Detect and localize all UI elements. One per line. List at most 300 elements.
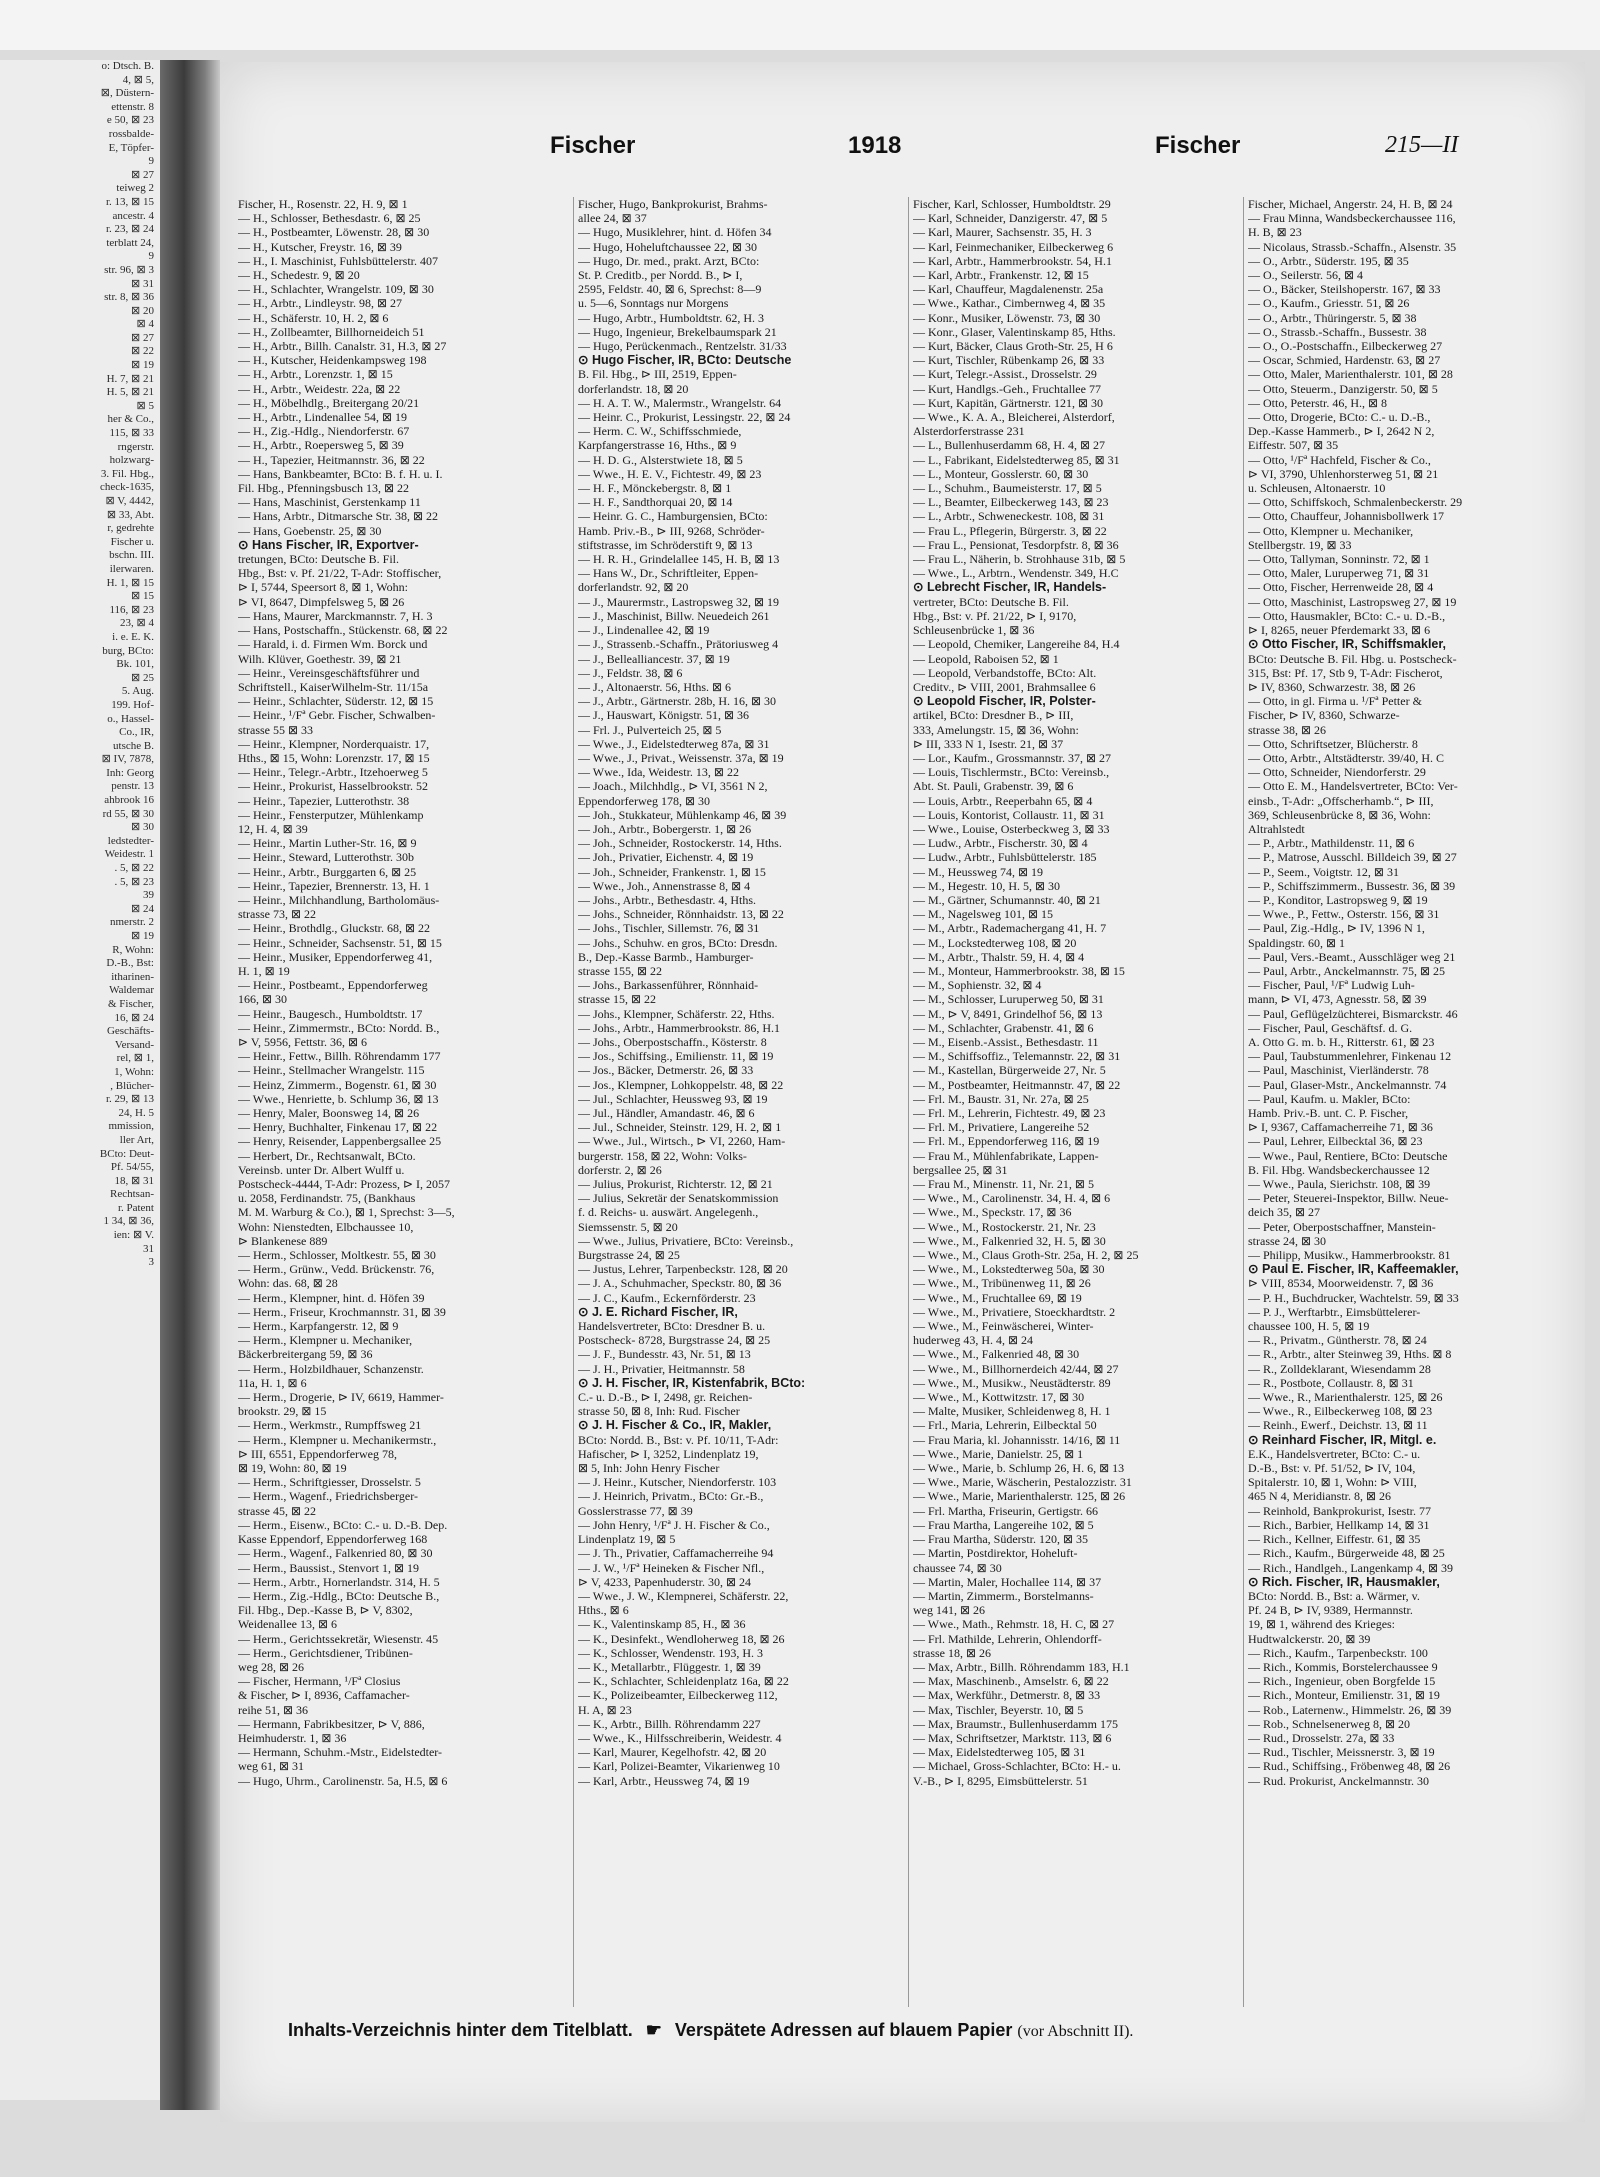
sliver-line: str. 8, ⊠ 36 <box>104 291 154 304</box>
directory-entry: — Leopold, Verbandstoffe, BCto: Alt. <box>913 665 1097 680</box>
sliver-line: ⊠ 4 <box>136 318 154 331</box>
sliver-line: Inh: Georg <box>106 766 154 779</box>
directory-entry: — H., I. Maschinist, Fuhlsbüttelerstr. 407 <box>238 253 438 268</box>
directory-entry-firm: ⊙ Lebrecht Fischer, IR, Handels- <box>913 580 1107 595</box>
directory-entry: — Reinh., Ewerf., Deichstr. 13, ⊠ 11 <box>1248 1418 1428 1433</box>
sliver-line: teiweg 2 <box>116 182 154 195</box>
directory-entry: — Karl, Maurer, Kegelhofstr. 42, ⊠ 20 <box>578 1745 767 1760</box>
directory-entry: 12, H. 4, ⊠ 39 <box>238 821 308 836</box>
directory-entry: — Ludw., Arbtr., Fuhlsbüttelerstr. 185 <box>913 850 1097 865</box>
directory-entry: — M., Arbtr., Thalstr. 59, H. 4, ⊠ 4 <box>913 949 1085 964</box>
sliver-line: ⊠ 20 <box>131 304 154 317</box>
directory-entry: — Herm., Eisenw., BCto: C.- u. D.-B. Dep. <box>238 1517 448 1532</box>
sliver-line: ⊠ V, 4442, <box>105 495 154 507</box>
directory-entry: — Wwe., Julius, Privatiere, BCto: Vereinsb., <box>578 1233 794 1248</box>
directory-entry: — Rud. Prokurist, Anckelmannstr. 30 <box>1248 1773 1429 1788</box>
directory-entry: — Heinr., Stellmacher Wrangelstr. 115 <box>238 1063 425 1078</box>
directory-entry: — K., Desinfekt., Wendloherweg 18, ⊠ 26 <box>578 1631 785 1646</box>
directory-entry: — Kurt, Kapitän, Gärtnerstr. 121, ⊠ 30 <box>913 395 1104 410</box>
pointing-hand-icon: ☛ <box>645 2020 662 2040</box>
directory-entry: — Joach., Milchhdlg., ⊳ VI, 3561 N 2, <box>578 779 768 794</box>
directory-entry: ⊳ I, 9367, Caffamacherreihe 71, ⊠ 36 <box>1248 1120 1433 1135</box>
directory-entry: Fischer, ⊳ IV, 8360, Schwarze- <box>1248 708 1400 723</box>
directory-entry: — Lor., Kaufm., Grossmannstr. 37, ⊠ 27 <box>913 750 1112 765</box>
directory-entry: 19, ⊠ 1, während des Krieges: <box>1248 1617 1396 1632</box>
directory-entry: Fil. Hbg., Dep.-Kasse B, ⊳ V, 8302, <box>238 1603 413 1618</box>
directory-entry: — Max, Maschinenb., Amselstr. 6, ⊠ 22 <box>913 1674 1109 1689</box>
directory-entry: — Wwe., M., Lokstedterweg 50a, ⊠ 30 <box>913 1262 1105 1277</box>
directory-entry: Abt. St. Pauli, Grabenstr. 39, ⊠ 6 <box>913 779 1074 794</box>
sliver-line: 39 <box>143 889 154 902</box>
sliver-line: . 5, ⊠ 23 <box>114 875 154 888</box>
directory-entry: — Heinr., Telegr.-Arbtr., Itzehoerweg 5 <box>238 765 428 780</box>
directory-entry: — Otto, Peterstr. 46, H., ⊠ 8 <box>1248 395 1388 410</box>
directory-entry: — Herm., Baussist., Stenvort 1, ⊠ 19 <box>238 1560 420 1575</box>
sliver-line: ledstedter- <box>107 834 154 847</box>
directory-entry: Postscheck- 8728, Burgstrasse 24, ⊠ 25 <box>578 1333 771 1348</box>
directory-entry: — Karl, Chauffeur, Magdalenenstr. 25a <box>913 282 1104 297</box>
directory-entry: — M., Postbeamter, Heitmannstr. 47, ⊠ 22 <box>913 1077 1121 1092</box>
directory-entry: — H., Arbtr., Weidestr. 22a, ⊠ 22 <box>238 381 401 396</box>
scan-top-strip <box>0 0 1600 50</box>
directory-entry: — Wwe., M., Feinwäscherei, Winter- <box>913 1319 1094 1334</box>
directory-entry: — P., Schiffszimmerm., Bussestr. 36, ⊠ 39 <box>1248 878 1456 893</box>
sliver-line: BCto: Deut- <box>99 1147 154 1160</box>
directory-entry: — Oscar, Schmied, Hardenstr. 63, ⊠ 27 <box>1248 353 1441 368</box>
directory-entry-firm: ⊙ Hugo Fischer, IR, BCto: Deutsche <box>578 353 792 368</box>
directory-entry: — J. Heinrich, Privatm., BCto: Gr.-B., <box>578 1489 764 1504</box>
directory-entry: Hths., ⊠ 6 <box>578 1603 629 1618</box>
sliver-line: o., Hassel- <box>107 712 154 725</box>
sliver-line: 31 <box>143 1242 154 1255</box>
directory-entry: — H., Arbtr., Lorenzstr. 1, ⊠ 15 <box>238 367 393 382</box>
sliver-line: D.-B., Bst: <box>106 957 154 970</box>
sliver-line: r. 13, ⊠ 15 <box>105 195 154 208</box>
directory-entry: — Joh., Schneider, Rostockerstr. 14, Hths. <box>578 836 782 851</box>
directory-entry: — Frl. M., Eppendorferweg 116, ⊠ 19 <box>913 1134 1100 1149</box>
directory-entry: — Leopold, Raboisen 52, ⊠ 1 <box>913 651 1059 666</box>
sliver-line: 23, ⊠ 4 <box>120 617 154 630</box>
directory-entry: — J., Strassenb.-Schaffn., Prätoriusweg 4 <box>578 637 779 652</box>
directory-entry: — J. H., Privatier, Heitmannstr. 58 <box>578 1361 745 1376</box>
header-year: 1918 <box>848 132 902 159</box>
directory-entry: Altrahlstedt <box>1248 821 1305 836</box>
directory-entry: Spaldingstr. 60, ⊠ 1 <box>1248 935 1346 950</box>
sliver-line: ahbrook 16 <box>104 794 154 807</box>
directory-entry: — Michael, Gross-Schlachter, BCto: H.- u. <box>913 1759 1121 1774</box>
sliver-line: & Fischer, <box>108 997 154 1010</box>
directory-entry: — Karl, Maurer, Sachsenstr. 35, H. 3 <box>913 225 1092 240</box>
directory-entry: — Ludw., Arbtr., Fischerstr. 30, ⊠ 4 <box>913 836 1088 851</box>
sliver-line: , Blücher- <box>110 1079 154 1092</box>
directory-entry: — M., Gärtner, Schumannstr. 40, ⊠ 21 <box>913 892 1101 907</box>
directory-entry: — M., Nagelsweg 101, ⊠ 15 <box>913 907 1054 922</box>
sliver-line: i. e. E. K. <box>112 630 154 643</box>
sliver-line: ⊠ 24 <box>131 902 154 915</box>
directory-entry: — Max, Eidelstedterweg 105, ⊠ 31 <box>913 1745 1086 1760</box>
directory-entry: — L., Schuhm., Baumeisterstr. 17, ⊠ 5 <box>913 481 1102 496</box>
directory-entry: — Otto, Maschinist, Lastropsweg 27, ⊠ 19 <box>1248 594 1457 609</box>
directory-entry: — Wwe., J. W., Klempnerei, Schäferstr. 22, <box>578 1588 789 1603</box>
sliver-line: 199. Hof- <box>111 698 154 711</box>
directory-entry: — Herbert, Dr., Rechtsanwalt, BCto. <box>238 1148 416 1163</box>
directory-entry: H. 1, ⊠ 19 <box>238 963 290 978</box>
directory-entry: — Joh., Stukkateur, Mühlenkamp 46, ⊠ 39 <box>578 807 787 822</box>
directory-entry: — O., Arbtr., Thüringerstr. 5, ⊠ 38 <box>1248 310 1417 325</box>
directory-entry: — H. F., Sandthorquai 20, ⊠ 14 <box>578 495 733 510</box>
directory-entry: — J., Arbtr., Gärtnerstr. 28b, H. 16, ⊠ 30 <box>578 694 777 709</box>
directory-entry: — M., Kastellan, Bürgerweide 27, Nr. 5 <box>913 1063 1106 1078</box>
sliver-line: E, Töpfer- <box>108 141 154 154</box>
directory-entry: — Jul., Schlachter, Heussweg 93, ⊠ 19 <box>578 1091 768 1106</box>
directory-entry: strasse 45, ⊠ 22 <box>238 1503 317 1518</box>
directory-entry: — J. C., Kaufm., Eckernförderstr. 23 <box>578 1290 756 1305</box>
directory-entry: bergsallee 25, ⊠ 31 <box>913 1162 1008 1177</box>
directory-entry: — Frau L., Näherin, b. Strohhause 31b, ⊠ 5 <box>913 552 1126 567</box>
directory-entry: — Wwe., M., Speckstr. 17, ⊠ 36 <box>913 1205 1072 1220</box>
sliver-line: 1, Wohn: <box>114 1065 154 1078</box>
directory-entry: — Reinhold, Bankprokurist, Isestr. 77 <box>1248 1503 1431 1518</box>
sliver-line: her & Co., <box>107 413 154 426</box>
directory-entry: dorferstr. 2, ⊠ 26 <box>578 1162 662 1177</box>
directory-entry: — H., Tapezier, Heitmannstr. 36, ⊠ 22 <box>238 452 425 467</box>
sliver-line: bschn. III. <box>109 549 154 562</box>
directory-entry: Schleusenbrücke 1, ⊠ 36 <box>913 623 1035 638</box>
directory-entry: BCto: Deutsche B. Fil. Hbg. u. Postscheck- <box>1248 651 1457 666</box>
directory-entry: — Wwe., M., Privatiere, Stoeckhardtstr. 2 <box>913 1304 1116 1319</box>
directory-entry: u. 5—6, Sonntags nur Morgens <box>578 296 729 311</box>
sliver-line: rossbalde- <box>108 127 154 140</box>
directory-entry: — M., Arbtr., Rademachergang 41, H. 7 <box>913 921 1107 936</box>
directory-entry: — Herm., Grünw., Vedd. Brückenstr. 76, <box>238 1262 435 1277</box>
directory-entry: — Joh., Arbtr., Bobergerstr. 1, ⊠ 26 <box>578 821 752 836</box>
sliver-line: ⊠ 27 <box>131 331 154 344</box>
directory-entry: — Kurt, Tischler, Rübenkamp 26, ⊠ 33 <box>913 353 1105 368</box>
directory-column-4 <box>1243 197 1568 2007</box>
sliver-line: ⊠, Düstern- <box>100 87 154 100</box>
directory-columns <box>238 197 1568 2007</box>
directory-entry: — Heinr., Postbeamt., Eppendorferweg <box>238 978 428 993</box>
directory-entry: Handelsvertreter, BCto: Dresdner B. u. <box>578 1319 766 1334</box>
directory-entry: — Wwe., R., Marienthalerstr. 125, ⊠ 26 <box>1248 1390 1443 1405</box>
directory-entry: — Paul, Maschinist, Vierländerstr. 78 <box>1248 1063 1429 1078</box>
directory-entry: — Herm., Zig.-Hdlg., BCto: Deutsche B., <box>238 1588 440 1603</box>
directory-entry: — Wwe., Ida, Weidestr. 13, ⊠ 22 <box>578 765 739 780</box>
directory-entry: — Harald, i. d. Firmen Wm. Borck und <box>238 637 428 652</box>
directory-entry: — Hugo, Hoheluftchaussee 22, ⊠ 30 <box>578 239 758 254</box>
directory-entry: ⊳ VIII, 8534, Moorweidenstr. 7, ⊠ 36 <box>1248 1276 1434 1291</box>
footer-section-note: (vor Abschnitt II). <box>1017 2023 1134 2040</box>
directory-entry: — Otto, Maler, Luruperweg 71, ⊠ 31 <box>1248 566 1430 581</box>
directory-entry: BCto: Nordd. B., Bst: a. Wärmer, v. <box>1248 1588 1420 1603</box>
directory-entry: — Louis, Kontorist, Collaustr. 11, ⊠ 31 <box>913 807 1105 822</box>
directory-entry: brookstr. 29, ⊠ 15 <box>238 1404 327 1419</box>
directory-entry: — Hans, Maschinist, Gerstenkamp 11 <box>238 495 421 510</box>
sliver-line: Bk. 101, <box>116 658 154 671</box>
directory-entry: — K., Polizeibeamter, Eilbeckerweg 112, <box>578 1688 778 1703</box>
directory-entry: Creditv., ⊳ VIII, 2001, Brahmsallee 6 <box>913 679 1096 694</box>
directory-entry: — H., Kutscher, Freystr. 16, ⊠ 39 <box>238 239 402 254</box>
directory-entry: ⊳ I, 5744, Speersort 8, ⊠ 1, Wohn: <box>238 580 408 595</box>
directory-entry: Eppendorferweg 178, ⊠ 30 <box>578 793 711 808</box>
directory-entry: dorferlandstr. 18, ⊠ 20 <box>578 381 689 396</box>
page-number: 215—II <box>1385 132 1459 158</box>
sliver-line: 5. Aug. <box>121 685 154 698</box>
sliver-line: holzwarg- <box>109 454 154 467</box>
directory-entry: — J. Th., Privatier, Caffamacherreihe 94 <box>578 1546 774 1561</box>
directory-page <box>220 62 1585 2122</box>
directory-entry: Postscheck-4444, T-Adr: Prozess, ⊳ I, 2057 <box>238 1177 451 1192</box>
sliver-line: ancestr. 4 <box>112 209 154 222</box>
sliver-line: rngerstr. <box>117 440 154 453</box>
directory-entry: — L., Beamter, Eilbeckerweg 143, ⊠ 23 <box>913 495 1109 510</box>
directory-entry: — Heinr., Klempner, Norderquaistr. 17, <box>238 736 430 751</box>
directory-entry: — Martin, Zimmerm., Borstelmanns- <box>913 1588 1094 1603</box>
directory-entry: — Frau Martha, Langereihe 102, ⊠ 5 <box>913 1517 1094 1532</box>
sliver-line: R, Wohn: <box>112 943 154 956</box>
directory-entry: — Hugo, Dr. med., prakt. Arzt, BCto: <box>578 253 760 268</box>
directory-entry: — Rud., Tischler, Meissnerstr. 3, ⊠ 19 <box>1248 1745 1435 1760</box>
directory-entry: — Wwe., Marie, Wäscherin, Pestalozzistr. 31 <box>913 1475 1132 1490</box>
directory-entry: — Konr., Musiker, Löwenstr. 73, ⊠ 30 <box>913 310 1101 325</box>
directory-entry: Fischer, Michael, Angerstr. 24, H. B, ⊠ 24 <box>1248 197 1453 211</box>
directory-entry: — Rich., Handlgeh., Langenkamp 4, ⊠ 39 <box>1248 1560 1454 1575</box>
sliver-line: utsche B. <box>113 739 154 752</box>
directory-entry: — Karl, Schneider, Danzigerstr. 47, ⊠ 5 <box>913 211 1108 226</box>
directory-entry-firm: ⊙ Hans Fischer, IR, Exportver- <box>238 537 419 552</box>
directory-entry: — K., Metallarbtr., Flüggestr. 1, ⊠ 39 <box>578 1659 761 1674</box>
directory-entry: ⊳ IV, 8360, Schwarzestr. 38, ⊠ 26 <box>1248 679 1416 694</box>
sliver-line: Co., IR, <box>119 726 154 739</box>
directory-entry: strasse 73, ⊠ 22 <box>238 907 317 922</box>
directory-entry-firm: ⊙ Leopold Fischer, IR, Polster- <box>913 694 1096 709</box>
directory-entry: — John Henry, ¹/Fª J. H. Fischer & Co., <box>578 1517 770 1532</box>
directory-entry: — Paul, Geflügelzüchterei, Bismarckstr. 46 <box>1248 1006 1458 1021</box>
sliver-line: itharinen- <box>111 970 154 983</box>
directory-entry: — Heinr., Schlachter, Süderstr. 12, ⊠ 15 <box>238 694 434 709</box>
directory-entry: & Fischer, ⊳ I, 8936, Caffamacher- <box>238 1688 410 1703</box>
directory-entry: — Rich., Ingenieur, oben Borgfelde 15 <box>1248 1674 1436 1689</box>
directory-entry: — Wwe., M., Tribünenweg 11, ⊠ 26 <box>913 1276 1091 1291</box>
directory-entry: — Max, Tischler, Beyerstr. 10, ⊠ 5 <box>913 1702 1084 1717</box>
directory-entry: — Wwe., M., Falkenried 32, H. 5, ⊠ 30 <box>913 1233 1106 1248</box>
directory-entry: — Herm., Karpfangerstr. 12, ⊠ 9 <box>238 1319 399 1334</box>
directory-entry: H. A, ⊠ 23 <box>578 1702 632 1717</box>
directory-entry: — Otto, Schiffskoch, Schmalenbeckerstr. 29 <box>1248 495 1463 510</box>
directory-entry: ⊳ I, 8265, neuer Pferdemarkt 33, ⊠ 6 <box>1248 623 1431 638</box>
directory-entry: — Heinr., ¹/Fª Gebr. Fischer, Schwalben- <box>238 708 436 723</box>
directory-entry: — Hugo, Uhrm., Carolinenstr. 5a, H.5, ⊠ 6 <box>238 1773 448 1788</box>
sliver-line: 115, ⊠ 33 <box>109 427 154 440</box>
directory-entry: allee 24, ⊠ 37 <box>578 211 647 226</box>
directory-entry: — H., Schedestr. 9, ⊠ 20 <box>238 268 360 283</box>
directory-entry: — Rich., Kaufm., Bürgerweide 48, ⊠ 25 <box>1248 1546 1445 1561</box>
directory-entry: Kasse Eppendorf, Eppendorferweg 168 <box>238 1532 428 1547</box>
directory-entry: — Heinr., Martin Luther-Str. 16, ⊠ 9 <box>238 836 417 851</box>
directory-entry: — Johs., Oberpostschaffn., Kösterstr. 8 <box>578 1034 767 1049</box>
directory-entry: — Wwe., Kathar., Cimbernweg 4, ⊠ 35 <box>913 296 1106 311</box>
sliver-line: H. 5, ⊠ 21 <box>106 386 154 399</box>
directory-entry: — Hugo, Musiklehrer, hint. d. Höfen 34 <box>578 225 772 240</box>
directory-entry: — Wwe., J., Privat., Weissenstr. 37a, ⊠ 19 <box>578 750 784 765</box>
directory-entry: ⊠ 19, Wohn: 80, ⊠ 19 <box>238 1461 347 1476</box>
directory-entry: — K., Schlosser, Wendenstr. 193, H. 3 <box>578 1645 763 1660</box>
directory-entry: — Otto, Fischer, Herrenweide 28, ⊠ 4 <box>1248 580 1434 595</box>
directory-entry: — M., ⊳ V, 8491, Grindelhof 56, ⊠ 13 <box>913 1006 1103 1021</box>
header-left-name: Fischer <box>550 132 636 159</box>
directory-entry: — Paul, Zig.-Hdlg., ⊳ IV, 1396 N 1, <box>1248 921 1425 936</box>
directory-entry: 166, ⊠ 30 <box>238 992 288 1007</box>
directory-entry: — Wwe., Marie, Marienthalerstr. 125, ⊠ 26 <box>913 1489 1126 1504</box>
directory-entry: B., Dep.-Kasse Barmb., Hamburger- <box>578 949 754 964</box>
directory-entry: Fischer, Karl, Schlosser, Humboldtstr. 29 <box>913 197 1111 211</box>
directory-entry: — Jos., Bäcker, Detmerstr. 26, ⊠ 33 <box>578 1063 754 1078</box>
directory-entry: Karpfangerstrasse 16, Hths., ⊠ 9 <box>578 438 737 453</box>
directory-entry: Dep.-Kasse Hammerb., ⊳ I, 2642 N 2, <box>1248 424 1435 439</box>
directory-entry: — J., Lindenallee 42, ⊠ 19 <box>578 623 710 638</box>
directory-entry: — Otto, Klempner u. Mechaniker, <box>1248 523 1414 538</box>
directory-entry: Vereinsb. unter Dr. Albert Wulff u. <box>238 1162 405 1177</box>
directory-entry: — Heinr., Milchhandlung, Bartholomäus- <box>238 892 440 907</box>
directory-entry: — Paul, Vers.-Beamt., Ausschläger weg 21 <box>1248 949 1456 964</box>
directory-entry: — Otto, Schriftsetzer, Blücherstr. 8 <box>1248 736 1418 751</box>
directory-entry: — Otto, Hausmakler, BCto: C.- u. D.-B., <box>1248 608 1446 623</box>
directory-entry: C.- u. D.-B., ⊳ I, 2498, gr. Reichen- <box>578 1390 753 1405</box>
footer-late-addresses: Verspätete Adressen auf blauem Papier <box>674 2020 1013 2040</box>
directory-entry: — Heinr., Steward, Lutterothstr. 30b <box>238 850 414 865</box>
sliver-line: o: Dtsch. B. <box>101 60 154 72</box>
directory-entry: ⊠ 5, Inh: John Henry Fischer <box>578 1461 720 1476</box>
sliver-line: str. 96, ⊠ 3 <box>104 263 154 276</box>
directory-entry: — Rob., Schnelsenerweg 8, ⊠ 20 <box>1248 1716 1411 1731</box>
directory-entry: — Wwe., Jul., Wirtsch., ⊳ VI, 2260, Ham- <box>578 1134 786 1149</box>
directory-entry: — Fischer, Hermann, ¹/Fª Closius <box>238 1674 401 1689</box>
sliver-line: ⊠ 27 <box>131 168 154 181</box>
directory-entry: — H., Postbeamter, Löwenstr. 28, ⊠ 30 <box>238 225 430 240</box>
directory-entry: reihe 51, ⊠ 36 <box>238 1702 309 1717</box>
directory-entry: — Max, Werkführ., Detmerstr. 8, ⊠ 33 <box>913 1688 1101 1703</box>
directory-entry: — Karl, Feinmechaniker, Eilbeckerweg 6 <box>913 239 1114 254</box>
directory-entry: — Frl. J., Pulverteich 25, ⊠ 5 <box>578 722 722 737</box>
directory-entry: — Wwe., M., Carolinenstr. 34, H. 4, ⊠ 6 <box>913 1191 1111 1206</box>
directory-entry: — Herm., Holzbildhauer, Schanzenstr. <box>238 1361 424 1376</box>
directory-entry: — H., Kutscher, Heidenkampsweg 198 <box>238 353 427 368</box>
directory-entry: — Herm., Klempner u. Mechaniker, <box>238 1333 413 1348</box>
directory-entry: — J., Maurermstr., Lastropsweg 32, ⊠ 19 <box>578 594 780 609</box>
directory-entry: — P., Seem., Voigtstr. 12, ⊠ 31 <box>1248 864 1399 879</box>
directory-entry: — Wwe., Marie, Danielstr. 25, ⊠ 1 <box>913 1446 1084 1461</box>
directory-entry: — J. W., ¹/Fª Heineken & Fischer Nfl., <box>578 1560 765 1575</box>
directory-entry: — Kurt, Telegr.-Assist., Drosselstr. 29 <box>913 367 1097 382</box>
directory-entry: — Wwe., J., Eidelstedterweg 87a, ⊠ 31 <box>578 736 770 751</box>
directory-entry: — Herm., Arbtr., Hornerlandstr. 314, H. 5 <box>238 1574 440 1589</box>
directory-entry: — Wwe., M., Billhornerdeich 42/44, ⊠ 27 <box>913 1361 1119 1376</box>
directory-entry: — Louis, Arbtr., Reeperbahn 65, ⊠ 4 <box>913 793 1093 808</box>
directory-entry: M. M. Warburg & Co.), ⊠ 1, Sprechst: 3—5, <box>238 1205 455 1220</box>
directory-entry: — H. R. H., Grindelallee 145, H. B, ⊠ 13 <box>578 552 780 567</box>
sliver-line: ⊠ 15 <box>131 590 154 603</box>
directory-entry: — Hans, Bankbeamter, BCto: B. f. H. u. I. <box>238 466 443 481</box>
directory-entry: — Hermann, Schuhm.-Mstr., Eidelstedter- <box>238 1745 443 1760</box>
sliver-line: r. 29, ⊠ 13 <box>105 1093 154 1106</box>
directory-entry-firm: ⊙ J. E. Richard Fischer, IR, <box>578 1304 738 1319</box>
sliver-line: terblatt 24, <box>106 236 154 249</box>
directory-entry: BCto: Nordd. B., Bst: v. Pf. 10/11, T-Adr: <box>578 1432 779 1447</box>
directory-entry: — Wwe., R., Eilbeckerweg 108, ⊠ 23 <box>1248 1404 1433 1419</box>
directory-entry: Hafischer, ⊳ I, 3252, Lindenplatz 19, <box>578 1446 759 1461</box>
directory-entry: strasse 18, ⊠ 26 <box>913 1645 992 1660</box>
directory-entry: — Heinr., Fettw., Billh. Röhrendamm 177 <box>238 1049 441 1064</box>
directory-entry: 2595, Feldstr. 40, ⊠ 6, Sprechst: 8—9 <box>578 282 762 297</box>
directory-entry: — Martin, Maler, Hochallee 114, ⊠ 37 <box>913 1574 1102 1589</box>
directory-entry: 11a, H. 1, ⊠ 6 <box>238 1375 307 1390</box>
directory-entry: — Frl. Martha, Friseurin, Gertigstr. 66 <box>913 1503 1098 1518</box>
directory-entry: — R., Postbote, Collaustr. 8, ⊠ 31 <box>1248 1375 1414 1390</box>
directory-entry: — Frl. M., Baustr. 31, Nr. 27a, ⊠ 25 <box>913 1091 1089 1106</box>
directory-entry: — Justus, Lehrer, Tarpenbeckstr. 128, ⊠ 20 <box>578 1262 788 1277</box>
directory-entry: — Joh., Schneider, Frankenstr. 1, ⊠ 15 <box>578 864 766 879</box>
directory-entry: — Wwe., M., Claus Groth-Str. 25a, H. 2, ⊠ 25 <box>913 1248 1139 1263</box>
directory-entry: — O., Arbtr., Süderstr. 195, ⊠ 35 <box>1248 253 1409 268</box>
directory-entry: — Wwe., Paula, Sierichstr. 108, ⊠ 39 <box>1248 1177 1431 1192</box>
directory-entry: — J., Feldstr. 38, ⊠ 6 <box>578 665 683 680</box>
directory-entry: — Herm., Klempner u. Mechanikermstr., <box>238 1432 437 1447</box>
directory-entry: einsb., T-Adr: „Offscherhamb.“, ⊳ III, <box>1248 793 1434 808</box>
directory-entry: Hamb. Priv.-B. unt. C. P. Fischer, <box>1248 1106 1409 1120</box>
sliver-line: ilerwaren. <box>109 562 154 575</box>
directory-entry-firm: ⊙ Otto Fischer, IR, Schiffsmakler, <box>1248 637 1447 652</box>
directory-entry: — Frau L., Pflegerin, Bürgerstr. 3, ⊠ 22 <box>913 523 1107 538</box>
directory-entry: — H., Schlosser, Bethesdastr. 6, ⊠ 25 <box>238 211 421 226</box>
directory-entry: — H. F., Mönckebergstr. 8, ⊠ 1 <box>578 481 732 496</box>
directory-entry: — Konr., Glaser, Valentinskamp 85, Hths. <box>913 324 1116 339</box>
directory-entry: — Rud., Drosselstr. 27a, ⊠ 33 <box>1248 1730 1395 1745</box>
directory-entry: Hudtwalckerstr. 20, ⊠ 39 <box>1248 1631 1371 1646</box>
directory-entry: — Otto, Schneider, Niendorferstr. 29 <box>1248 765 1426 780</box>
directory-entry: — P., Konditor, Lastropsweg 9, ⊠ 19 <box>1248 892 1428 907</box>
directory-entry: Siemssenstr. 5, ⊠ 20 <box>578 1219 678 1234</box>
directory-entry: Hbg., Bst: v. Pf. 21/22, T-Adr: Stoffischer, <box>238 566 442 581</box>
directory-entry: V.-B., ⊳ I, 8295, Eimsbüttelerstr. 51 <box>913 1773 1088 1788</box>
directory-entry: — Wwe., P., Fettw., Osterstr. 156, ⊠ 31 <box>1248 907 1440 922</box>
directory-entry: Bäckerbreitergang 59, ⊠ 36 <box>238 1347 373 1362</box>
directory-entry: — Wwe., M., Musikw., Neustädterstr. 89 <box>913 1375 1111 1390</box>
directory-entry: mann, ⊳ VI, 473, Agnesstr. 58, ⊠ 39 <box>1248 992 1427 1007</box>
directory-entry: — Heinr., Vereinsgeschäftsführer und <box>238 665 420 680</box>
directory-entry-firm: ⊙ Rich. Fischer, IR, Hausmakler, <box>1248 1574 1440 1589</box>
sliver-line: ⊠ 33, Abt. <box>106 508 154 521</box>
directory-entry: — Martin, Postdirektor, Hoheluft- <box>913 1546 1078 1561</box>
directory-entry: — R., Zolldeklarant, Wiesendamm 28 <box>1248 1361 1431 1376</box>
directory-entry: — H., Zig.-Hdlg., Niendorferstr. 67 <box>238 424 410 439</box>
directory-entry: — Wwe., L., Arbtrn., Wendenstr. 349, H.C <box>913 566 1119 581</box>
directory-entry: Burgstrasse 24, ⊠ 25 <box>578 1248 680 1263</box>
directory-entry: — Karl, Arbtr., Hammerbrookstr. 54, H.1 <box>913 253 1112 268</box>
directory-entry: — Wwe., Joh., Annenstrasse 8, ⊠ 4 <box>578 878 751 893</box>
directory-entry: 315, Bst: Pf. 17, Stb 9, T-Adr: Fischerot, <box>1248 665 1443 680</box>
directory-entry: — O., Kaufm., Griesstr. 51, ⊠ 26 <box>1248 296 1410 311</box>
sliver-line: ⊠ 25 <box>131 671 154 684</box>
directory-entry: — M., Schlosser, Luruperweg 50, ⊠ 31 <box>913 992 1104 1007</box>
directory-entry: Schriftstell., KaiserWilhelm-Str. 11/15a <box>238 679 429 694</box>
directory-entry: — Rich., Kommis, Borstelerchaussee 9 <box>1248 1659 1438 1674</box>
directory-entry: — M., Schiffsoffiz., Telemannstr. 22, ⊠ 31 <box>913 1049 1121 1064</box>
directory-entry: — P. J., Werftarbtr., Eimsbüttelerer- <box>1248 1304 1421 1319</box>
directory-entry: — H., Arbtr., Lindleystr. 98, ⊠ 27 <box>238 296 403 311</box>
directory-entry: B. Fil. Hbg., ⊳ III, 2519, Eppen- <box>578 367 737 382</box>
directory-entry: Wohn: das. 68, ⊠ 28 <box>238 1276 338 1291</box>
directory-entry: — Herm., Schlosser, Moltkestr. 55, ⊠ 30 <box>238 1248 436 1263</box>
